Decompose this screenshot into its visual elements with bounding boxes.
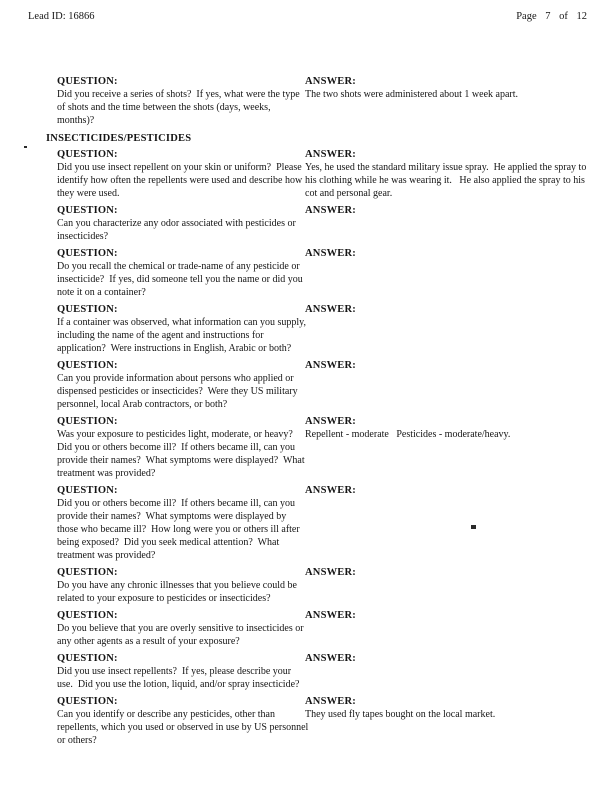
- answer-label: ANSWER:: [305, 360, 356, 371]
- answer-cell: [305, 609, 593, 622]
- answer-label: ANSWER:: [305, 696, 356, 707]
- question-text: Did you or others become ill? If others became ill, can you provide their names? What symptoms were displayed by those who became ill? How long were you or others ill after being exposed? Did you seek medical attention? What treatment was provided?: [57, 498, 303, 561]
- scan-artifact-dot: [24, 146, 27, 148]
- answer-label: ANSWER:: [305, 205, 356, 216]
- question-text: Do you recall the chemical or trade-name of any pesticide or insecticide? If yes, did someone tell you the name or did you note it on a container?: [57, 261, 306, 298]
- question-cell: [57, 247, 305, 299]
- qa-block: [57, 695, 593, 747]
- question-cell: [57, 204, 305, 243]
- question-text: Can you provide information about persons who applied or dispensed pesticides or insecticides? Were they US military personnel, local Arab contractors, or both?: [57, 373, 301, 410]
- question-text: Can you identify or describe any pesticides, other than repellents, which you used or observed in use by US personnel or others?: [57, 709, 311, 746]
- question-cell: [57, 484, 305, 562]
- question-text: Do you believe that you are overly sensitive to insecticides or any other agents as a result of your exposure?: [57, 623, 307, 647]
- answer-label: ANSWER:: [305, 653, 356, 664]
- qa-block: [57, 652, 593, 691]
- answer-text: They used fly tapes bought on the local market.: [305, 709, 496, 720]
- question-label: QUESTION:: [57, 304, 118, 315]
- answer-text: Yes, he used the standard military issue spray. He applied the spray to his clothing while he was wearing it. He also applied the spray to his cot and personal gear.: [305, 162, 589, 199]
- question-text: Was your exposure to pesticides light, moderate, or heavy? Did you or others become ill? If others became ill, can you provide their names? What symptoms were displayed? What treatment was provided?: [57, 429, 308, 479]
- question-label: QUESTION:: [57, 567, 118, 578]
- question-text: Did you use insect repellents? If yes, please describe your use. Did you use the lotion, liquid, and/or spray insecticide?: [57, 666, 300, 690]
- question-label: QUESTION:: [57, 205, 118, 216]
- answer-label: ANSWER:: [305, 149, 356, 160]
- answer-cell: [305, 303, 593, 316]
- question-text: Did you receive a series of shots? If yes, what were the type of shots and the time between the shots (days, weeks, months)?: [57, 89, 303, 126]
- question-text: Do you have any chronic illnesses that you believe could be related to your exposure to pesticides or insecticides?: [57, 580, 300, 604]
- answer-label: ANSWER:: [305, 485, 356, 496]
- question-cell: [57, 415, 308, 480]
- answer-cell: [305, 695, 593, 721]
- page-header: [28, 11, 587, 23]
- question-cell: [57, 75, 305, 127]
- question-label: QUESTION:: [57, 416, 118, 427]
- question-label: QUESTION:: [57, 149, 118, 160]
- answer-cell: [305, 204, 593, 217]
- question-cell: [57, 652, 305, 691]
- answer-label: ANSWER:: [305, 76, 356, 87]
- question-cell: [57, 609, 305, 648]
- qa-block: [57, 247, 593, 299]
- question-label: QUESTION:: [57, 248, 118, 259]
- answer-text: The two shots were administered about 1 week apart.: [305, 89, 518, 100]
- answer-label: ANSWER:: [305, 610, 356, 621]
- answer-cell: [305, 484, 593, 497]
- answer-cell: [305, 359, 593, 372]
- scan-artifact-speck: [471, 525, 476, 529]
- answer-label: ANSWER:: [305, 416, 356, 427]
- question-cell: [57, 695, 311, 747]
- question-cell: [57, 566, 305, 605]
- qa-block: [57, 303, 593, 355]
- question-label: QUESTION:: [57, 696, 118, 707]
- question-label: QUESTION:: [57, 610, 118, 621]
- answer-cell: [305, 415, 593, 441]
- qa-list: [46, 75, 593, 751]
- page-number-label: Page 7 of 12: [516, 11, 587, 22]
- qa-block: [57, 148, 593, 200]
- answer-label: ANSWER:: [305, 248, 356, 259]
- answer-cell: [305, 148, 593, 200]
- qa-block: [57, 484, 593, 562]
- qa-block: [57, 566, 593, 605]
- question-text: Did you use insect repellent on your skin or uniform? Please identify how often the repellents were used and describe how they were used.: [57, 162, 305, 199]
- question-text: If a container was observed, what information can you supply, including the name of the agent and instructions for application? Were instructions in English, Arabic or both?: [57, 317, 309, 354]
- qa-block: [57, 609, 593, 648]
- question-label: QUESTION:: [57, 653, 118, 664]
- question-label: QUESTION:: [57, 76, 118, 87]
- qa-block: [57, 204, 593, 243]
- answer-text: Repellent - moderate Pesticides - moderate/heavy.: [305, 429, 511, 440]
- answer-cell: [305, 75, 593, 101]
- question-label: QUESTION:: [57, 360, 118, 371]
- section-header: INSECTICIDES/PESTICIDES: [46, 133, 192, 144]
- question-label: QUESTION:: [57, 485, 118, 496]
- qa-block: [57, 75, 593, 127]
- question-cell: [57, 148, 305, 200]
- answer-label: ANSWER:: [305, 567, 356, 578]
- question-text: Can you characterize any odor associated with pesticides or insecticides?: [57, 218, 299, 242]
- lead-id-label: Lead ID: 16866: [28, 11, 95, 22]
- answer-label: ANSWER:: [305, 304, 356, 315]
- answer-cell: [305, 247, 593, 260]
- qa-block: [57, 415, 593, 480]
- qa-block: [57, 359, 593, 411]
- answer-cell: [305, 566, 593, 579]
- question-cell: [57, 359, 305, 411]
- question-cell: [57, 303, 309, 355]
- answer-cell: [305, 652, 593, 665]
